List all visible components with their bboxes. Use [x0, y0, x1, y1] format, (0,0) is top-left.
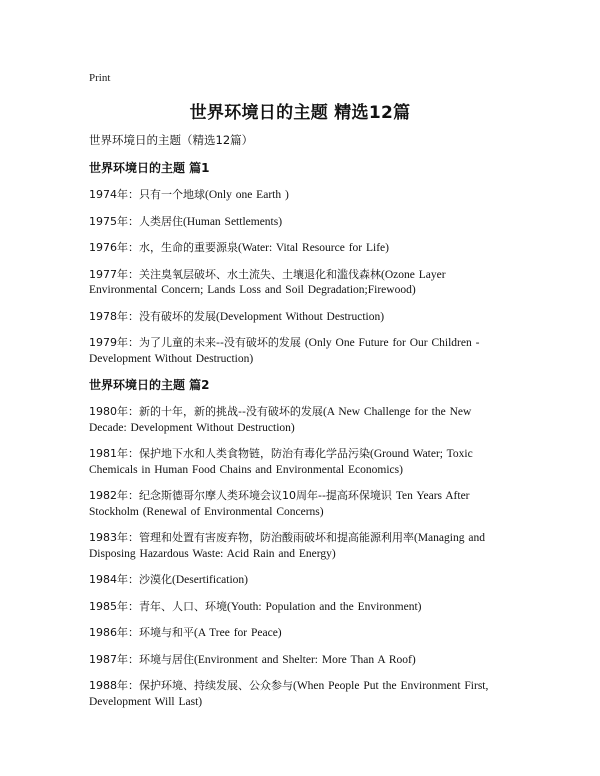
section-heading-1: 世界环境日的主题 篇1: [89, 161, 210, 175]
list-item: [89, 187, 504, 204]
document-title: 世界环境日的主题 精选12篇: [189, 103, 411, 123]
entry-cn: 1986年：环境与和平: [89, 626, 194, 639]
document-subtitle: 世界环境日的主题（精选12篇）: [89, 133, 254, 147]
list-item: [89, 488, 504, 520]
list-item: [89, 599, 504, 616]
entry-cn: 1976年：水，生命的重要源泉: [89, 241, 238, 254]
entry-en: (Human Settlements): [183, 215, 283, 228]
entry-en: (Water: Vital Resource for Life): [238, 242, 389, 254]
list-item: [89, 267, 504, 299]
list-item: [89, 572, 504, 589]
entry-cn: 1980年：新的十年，新的挑战--没有破坏的发展: [89, 405, 323, 418]
list-item: [89, 309, 504, 326]
list-item: [89, 625, 504, 642]
entry-cn: 1985年：青年、人口、环境: [89, 599, 227, 613]
list-item: [89, 404, 504, 436]
entry-en: Ten Years After Stockholm (Renewal of Environmental Concerns): [89, 490, 470, 518]
entry-cn: 1978年：没有破坏的发展: [89, 309, 216, 323]
entry-en: (Only one Earth ): [205, 189, 289, 201]
entry-cn: 1974年：只有一个地球: [89, 188, 205, 201]
list-item: [89, 678, 504, 710]
entry-en: (Environment and Shelter: More Than A Roof): [194, 653, 416, 666]
list-item: [89, 240, 504, 257]
entry-cn: 1982年：纪念斯德哥尔摩人类环境会议10周年--提高环保境识: [89, 489, 392, 502]
list-item: [89, 214, 504, 231]
entry-en: (Ozone Layer Environmental Concern; Lands Loss and Soil Degradation;Firewood): [89, 268, 446, 296]
entry-en: (Development Without Destruction): [216, 310, 385, 323]
entry-en: (Desertification): [172, 574, 248, 586]
entry-cn: 1984年：沙漠化: [89, 573, 172, 586]
entry-en: (A Tree for Peace): [194, 627, 282, 639]
entry-en: (Youth: Population and the Environment): [227, 600, 422, 613]
entry-cn: 1987年：环境与居住: [89, 652, 194, 666]
entry-cn: 1975年：人类居住: [89, 214, 183, 228]
entry-cn: 1981年：保护地下水和人类食物链，防治有毒化学品污染: [89, 447, 370, 460]
entry-cn: 1988年：保护环境、持续发展、公众参与: [89, 679, 293, 692]
entry-en: (When People Put the Environment First, Development Will Last): [89, 680, 489, 708]
entry-cn: 1977年：关注臭氧层破坏、水土流失、土壤退化和滥伐森林: [89, 267, 381, 281]
entry-en: (A New Challenge for the New Decade: Development Without Destruction): [89, 406, 472, 434]
list-item: [89, 530, 504, 562]
entry-en: (Ground Water; Toxic Chemicals in Human Food Chains and Environmental Economics): [89, 448, 473, 476]
entry-en: (Only One Future for Our Children - Development Without Destruction): [89, 337, 480, 365]
print-link[interactable]: Print: [89, 72, 111, 84]
entry-cn: 1979年：为了儿童的未来--没有破坏的发展: [89, 336, 301, 349]
document-body: [89, 132, 504, 720]
entry-cn: 1983年：管理和处置有害废弃物，防治酸雨破坏和提高能源利用率: [89, 531, 414, 544]
list-item: [89, 335, 504, 367]
entry-en: (Managing and Disposing Hazardous Waste: Acid Rain and Energy): [89, 532, 485, 560]
section-heading-2: 世界环境日的主题 篇2: [89, 378, 210, 392]
list-item: [89, 652, 504, 669]
list-item: [89, 446, 504, 478]
